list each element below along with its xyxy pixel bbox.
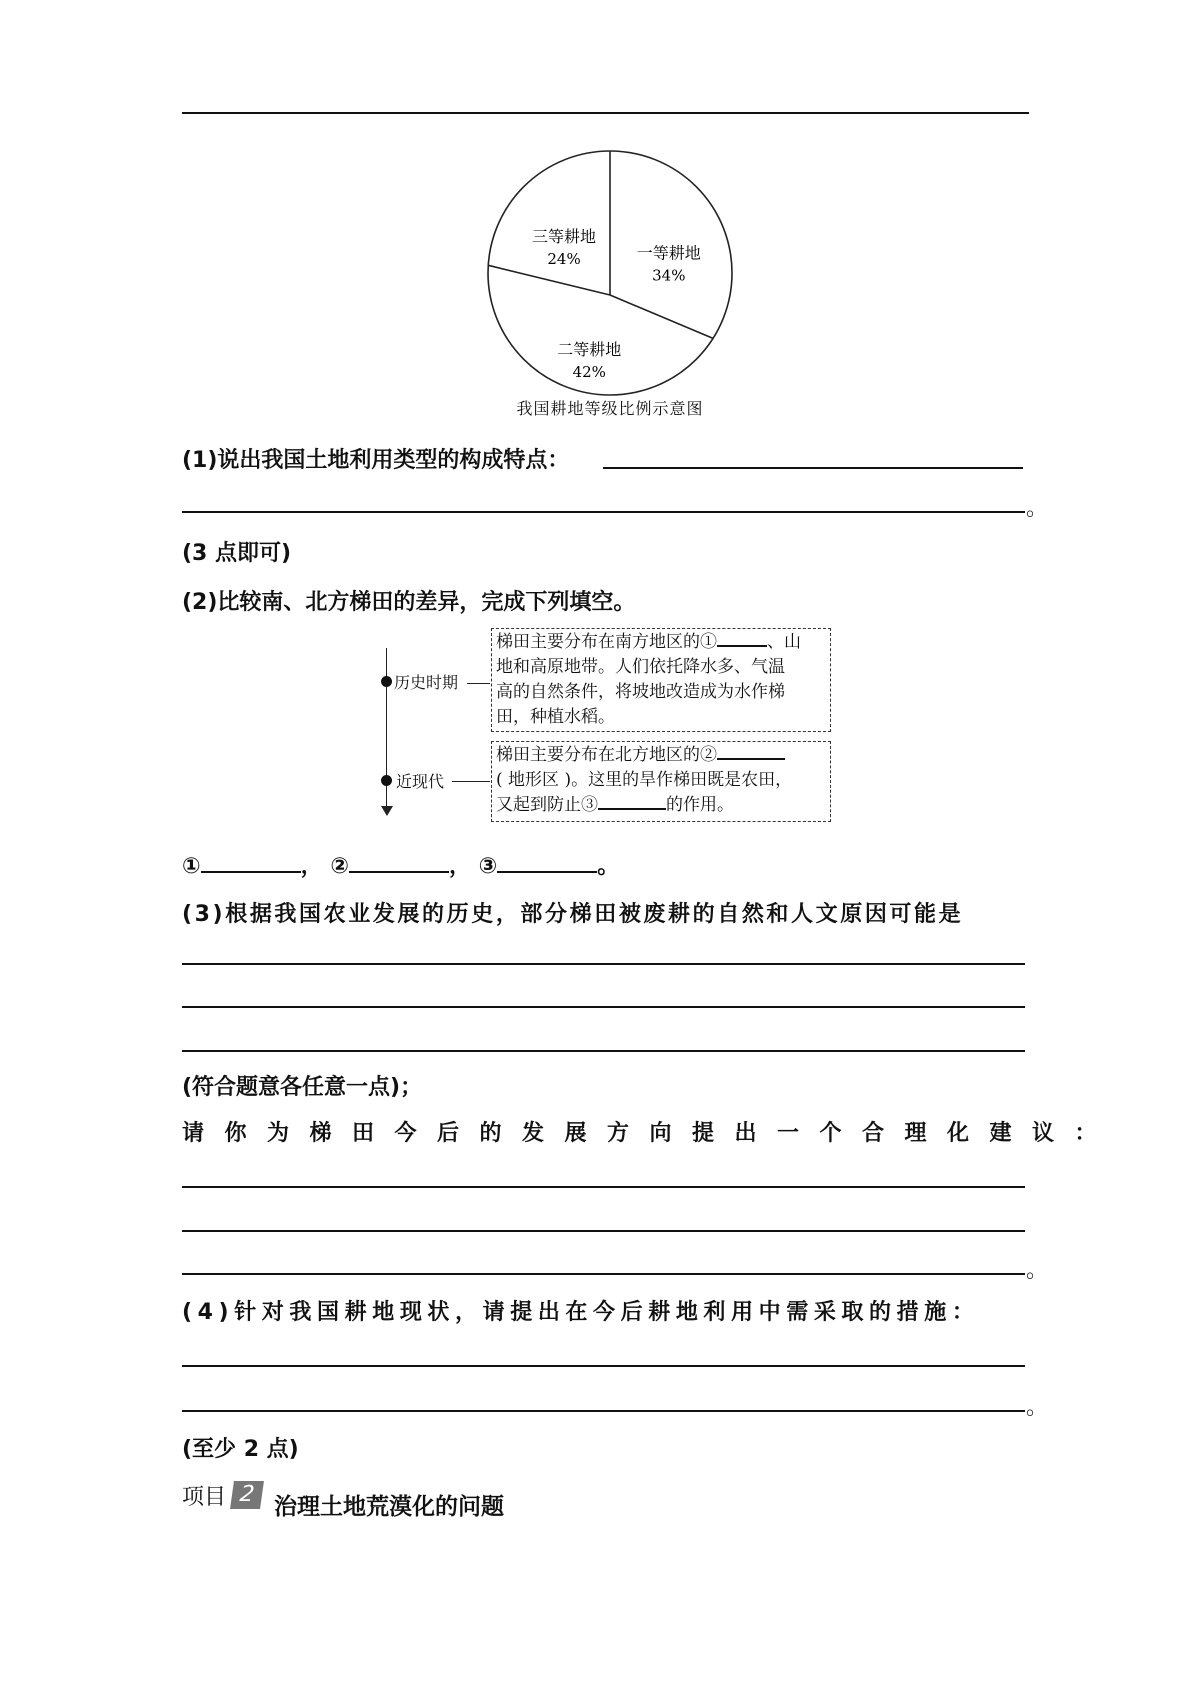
timeline-arrowhead <box>381 806 393 816</box>
project-label: 项目 <box>182 1485 227 1510</box>
historical-box: 梯田主要分布在南方地区的① 、山 地和高原地带。人们依托降水多、气温 高的自然条件，将坡地改造成为水作梯 田，种植水稻。 <box>491 628 831 732</box>
pie-slice-value-2: 42% <box>572 362 606 381</box>
answer-3-blank[interactable] <box>497 851 597 873</box>
q2-text: (2)比较南、北方梯田的差异，完成下列填空。 <box>182 590 636 615</box>
pie-chart <box>480 145 740 405</box>
modern-box: 梯田主要分布在北方地区的② ( 地形区 )。这里的旱作梯田既是农田， 又起到防止③ 的作用。 <box>491 741 831 822</box>
project-number-badge: 2 <box>230 1481 264 1509</box>
modern-label: 近现代 <box>396 772 445 791</box>
q1-note: (3 点即可) <box>182 541 292 566</box>
q4-note: (至少 2 点) <box>182 1437 299 1462</box>
q4-period: 。 <box>1026 1395 1049 1420</box>
q4-answer-line-2[interactable] <box>182 1410 1025 1412</box>
q3-answer-line-1[interactable] <box>182 963 1025 965</box>
pie-slice-value-3: 24% <box>547 250 581 269</box>
answer-2-label: ② <box>330 854 349 879</box>
pie-slice-label-3: 三等耕地 <box>532 227 597 247</box>
q3-note: (符合题意各任意一点)； <box>182 1075 423 1100</box>
q3-period: 。 <box>1026 1258 1049 1283</box>
q4-answer-line-1[interactable] <box>182 1365 1025 1367</box>
chart-title: 我国耕地等级比例示意图 <box>516 399 704 418</box>
q1-period: 。 <box>1026 496 1049 521</box>
modern-connector <box>452 781 490 782</box>
answer-1-blank[interactable] <box>201 851 301 873</box>
q3-suggest-line-2[interactable] <box>182 1230 1025 1232</box>
pie-slice-value-1: 34% <box>652 266 686 285</box>
q2-answers: ① ， ② ， ③ 。 <box>182 849 619 880</box>
answer-2-blank[interactable] <box>349 851 449 873</box>
answer-3-label: ③ <box>478 854 498 879</box>
timeline-axis <box>386 648 387 812</box>
q1-answer-line-1[interactable] <box>603 467 1023 469</box>
project-title: 治理土地荒漠化的问题 <box>274 1494 504 1520</box>
top-rule <box>182 112 1029 114</box>
q1-answer-line-2[interactable] <box>182 511 1025 513</box>
q1-text: (1)说出我国土地利用类型的构成特点： <box>182 448 570 473</box>
answer-1-label: ① <box>182 854 201 879</box>
q3-answer-line-3[interactable] <box>182 1050 1025 1052</box>
pie-slice-label-2: 二等耕地 <box>557 339 622 359</box>
q3-text: (3)根据我国农业发展的历史，部分梯田被废耕的自然和人文原因可能是 <box>182 902 964 927</box>
historical-label: 历史时期 <box>394 673 459 692</box>
q3-suggest-line-1[interactable] <box>182 1186 1025 1188</box>
timeline-dot-historical <box>381 676 392 687</box>
historical-connector <box>467 683 490 684</box>
q3-answer-line-2[interactable] <box>182 1006 1025 1008</box>
q3-suggest: 请你为梯田今后的发展方向提出一个合理化建议： <box>182 1121 1118 1146</box>
q3-suggest-line-3[interactable] <box>182 1273 1025 1275</box>
timeline-dot-modern <box>381 775 392 786</box>
pie-slice-label-1: 一等耕地 <box>636 243 701 263</box>
q4-text: (4)针对我国耕地现状，请提出在今后耕地利用中需采取的措施： <box>182 1300 980 1325</box>
